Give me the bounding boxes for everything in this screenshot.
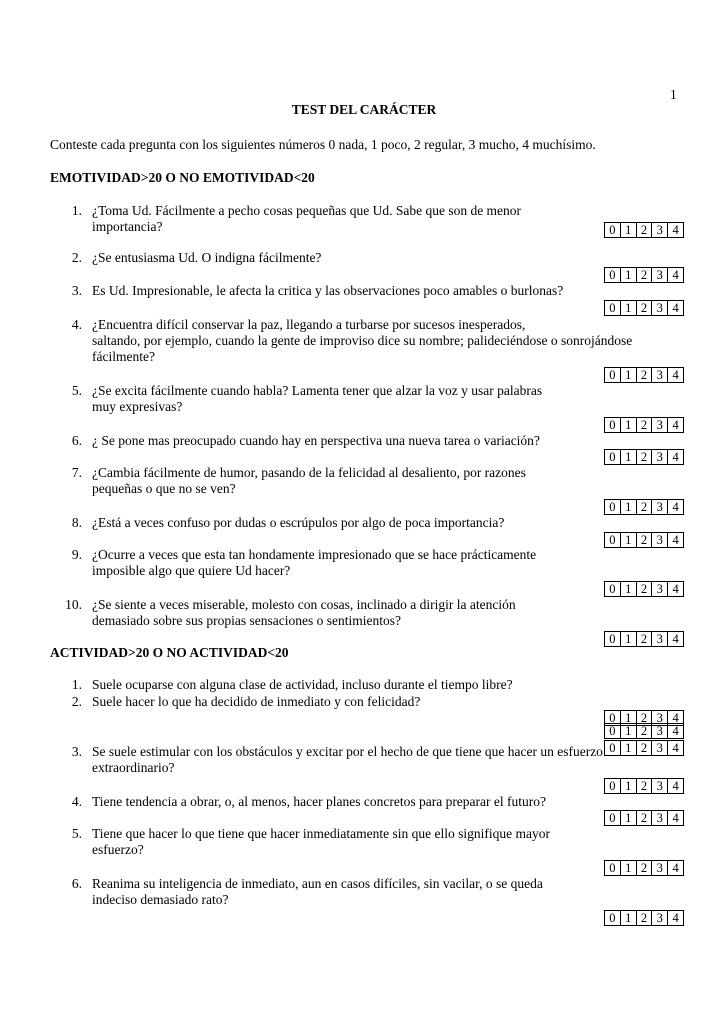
answer-scale (604, 417, 684, 433)
question-text-line: Tiene tendencia a obrar, o, al menos, hacer planes concretos para preparar el futuro? (92, 794, 547, 809)
page-title: TEST DEL CARÁCTER (291, 102, 437, 117)
answer-option-3[interactable]: 3 (651, 533, 667, 547)
answer-option-4[interactable]: 4 (667, 418, 683, 432)
answer-option-0[interactable]: 0 (609, 911, 616, 925)
answer-option-1[interactable]: 1 (620, 711, 636, 725)
question-text-line: ¿Ocurre a veces que esta tan hondamente impresionado que se hace prácticamente (92, 547, 537, 562)
question-text-line: pequeñas o que no se ven? (92, 481, 236, 496)
question-text-line: ¿Encuentra difícil conservar la paz, llegando a turbarse por sucesos inesperados, (92, 317, 526, 332)
answer-option-2[interactable]: 2 (636, 779, 652, 793)
section-heading-actividad: ACTIVIDAD>20 O NO ACTIVIDAD<20 (50, 645, 289, 660)
answer-scale (604, 499, 684, 515)
answer-option-4[interactable]: 4 (667, 301, 683, 315)
question-text-line: esfuerzo? (92, 842, 144, 857)
answer-option-2[interactable]: 2 (636, 368, 652, 382)
answer-option-1[interactable]: 1 (620, 911, 636, 925)
question-text-line: ¿Toma Ud. Fácilmente a pecho cosas pequeñas que Ud. Sabe que son de menor (92, 203, 522, 218)
answer-scale (604, 367, 684, 383)
question-number: 5. (71, 383, 82, 398)
answer-option-0[interactable]: 0 (609, 724, 616, 738)
answer-option-3[interactable]: 3 (651, 911, 667, 925)
answer-option-1[interactable]: 1 (620, 301, 636, 315)
answer-option-1[interactable]: 1 (620, 632, 636, 646)
answer-option-0[interactable]: 0 (609, 779, 616, 793)
answer-option-0[interactable]: 0 (609, 811, 616, 825)
question-text-line: importancia? (92, 219, 163, 234)
answer-option-1[interactable]: 1 (620, 450, 636, 464)
answer-option-0[interactable]: 0 (609, 368, 616, 382)
answer-option-4[interactable]: 4 (667, 368, 683, 382)
answer-option-4[interactable]: 4 (667, 533, 683, 547)
answer-option-0[interactable]: 0 (609, 450, 616, 464)
answer-option-4[interactable]: 4 (667, 582, 683, 596)
question-text-line: Reanima su inteligencia de inmediato, aun en casos difíciles, sin vacilar, o se queda (92, 876, 543, 891)
answer-scale (604, 449, 684, 465)
answer-option-3[interactable]: 3 (651, 582, 667, 596)
answer-option-3[interactable]: 3 (651, 711, 667, 725)
answer-scale (604, 300, 684, 316)
question-text-line: ¿Cambia fácilmente de humor, pasando de la felicidad al desaliento, por razones (92, 465, 526, 480)
answer-option-4[interactable]: 4 (667, 861, 683, 875)
answer-option-4[interactable]: 4 (667, 500, 683, 514)
answer-option-0[interactable]: 0 (609, 741, 616, 755)
question-text-line: imposible algo que quiere Ud hacer? (92, 563, 291, 578)
answer-option-3[interactable]: 3 (651, 632, 667, 646)
answer-option-1[interactable]: 1 (620, 268, 636, 282)
question-text-line: Es Ud. Impresionable, le afecta la critica y las observaciones poco amables o burlonas? (92, 283, 564, 298)
answer-option-4[interactable]: 4 (667, 632, 683, 646)
answer-scale (604, 267, 684, 283)
answer-option-2[interactable]: 2 (636, 811, 652, 825)
answer-option-1[interactable]: 1 (620, 223, 636, 237)
answer-scale (604, 631, 684, 647)
section-heading-emotividad: EMOTIVIDAD>20 O NO EMOTIVIDAD<20 (50, 170, 315, 185)
answer-option-4[interactable]: 4 (667, 741, 683, 755)
answer-scale (604, 740, 684, 756)
question-text-line: Suele hacer lo que ha decidido de inmediato y con felicidad? (92, 694, 421, 709)
answer-option-0[interactable]: 0 (609, 861, 616, 875)
question-number: 6. (71, 433, 82, 448)
question-text-line: Se suele estimular con los obstáculos y excitar por el hecho de que tiene que hacer un esfuerzo (92, 744, 603, 759)
question-number: 2. (71, 250, 82, 265)
answer-option-3[interactable]: 3 (651, 500, 667, 514)
question-number: 4. (71, 317, 82, 332)
answer-option-2[interactable]: 2 (636, 711, 652, 725)
answer-scale (604, 710, 684, 726)
question-text-line: saltando, por ejemplo, cuando la gente de improviso dice su nombre; palideciéndose o sonrojándose (92, 333, 633, 348)
question-number: 3. (71, 744, 82, 759)
answer-option-1[interactable]: 1 (620, 368, 636, 382)
answer-option-0[interactable]: 0 (609, 533, 616, 547)
answer-scale (604, 532, 684, 548)
answer-option-0[interactable]: 0 (609, 268, 616, 282)
answer-option-2[interactable]: 2 (636, 418, 652, 432)
question-text-line: muy expresivas? (92, 399, 183, 414)
answer-option-1[interactable]: 1 (620, 741, 636, 755)
question-text-line: Tiene que hacer lo que tiene que hacer inmediatamente sin que ello signifique mayor (92, 826, 550, 841)
answer-option-1[interactable]: 1 (620, 861, 636, 875)
answer-option-4[interactable]: 4 (667, 223, 683, 237)
question-number: 9. (71, 547, 82, 562)
answer-option-1[interactable]: 1 (620, 779, 636, 793)
answer-option-2[interactable]: 2 (636, 911, 652, 925)
question-number: 6. (71, 876, 82, 891)
answer-option-3[interactable]: 3 (651, 741, 667, 755)
answer-option-0[interactable]: 0 (609, 711, 616, 725)
question-number: 5. (71, 826, 82, 841)
answer-option-1[interactable]: 1 (620, 500, 636, 514)
question-number: 4. (71, 794, 82, 809)
answer-option-4[interactable]: 4 (667, 724, 683, 738)
question-number: 10. (65, 597, 82, 612)
answer-option-2[interactable]: 2 (636, 582, 652, 596)
answer-option-3[interactable]: 3 (651, 223, 667, 237)
answer-option-3[interactable]: 3 (651, 861, 667, 875)
answer-option-4[interactable]: 4 (667, 811, 683, 825)
answer-option-3[interactable]: 3 (651, 268, 667, 282)
answer-option-1[interactable]: 1 (620, 724, 636, 738)
answer-option-1[interactable]: 1 (620, 533, 636, 547)
page-number: 1 (670, 87, 677, 102)
answer-option-4[interactable]: 4 (667, 711, 683, 725)
answer-option-1[interactable]: 1 (620, 418, 636, 432)
answer-option-4[interactable]: 4 (667, 779, 683, 793)
answer-option-3[interactable]: 3 (651, 811, 667, 825)
answer-option-2[interactable]: 2 (636, 301, 652, 315)
question-text-line: extraordinario? (92, 760, 175, 775)
answer-option-0[interactable]: 0 (609, 582, 616, 596)
answer-option-0[interactable]: 0 (609, 632, 616, 646)
question-number: 1. (71, 203, 82, 218)
answer-option-3[interactable]: 3 (651, 368, 667, 382)
question-number: 1. (71, 677, 82, 692)
answer-option-4[interactable]: 4 (667, 268, 683, 282)
answer-option-1[interactable]: 1 (620, 582, 636, 596)
question-text-line: Suele ocuparse con alguna clase de actividad, incluso durante el tiempo libre? (92, 677, 513, 692)
question-text-line: indeciso demasiado rato? (92, 892, 229, 907)
answer-option-0[interactable]: 0 (609, 500, 616, 514)
question-text-line: fácilmente? (92, 349, 155, 364)
instructions: Conteste cada pregunta con los siguientes números 0 nada, 1 poco, 2 regular, 3 mucho, 4 muchísimo. (50, 137, 596, 152)
answer-option-3[interactable]: 3 (651, 418, 667, 432)
question-text-line: ¿Se excita fácilmente cuando habla? Lamenta tener que alzar la voz y usar palabras (92, 383, 543, 398)
answer-option-0[interactable]: 0 (609, 301, 616, 315)
answer-scale (604, 581, 684, 597)
answer-option-0[interactable]: 0 (609, 223, 616, 237)
question-number: 7. (71, 465, 82, 480)
answer-option-2[interactable]: 2 (636, 268, 652, 282)
answer-scale (604, 222, 684, 238)
answer-option-0[interactable]: 0 (609, 418, 616, 432)
answer-scale (604, 810, 684, 826)
question-text-line: ¿Se entusiasma Ud. O indigna fácilmente? (92, 250, 322, 265)
answer-option-3[interactable]: 3 (651, 724, 667, 738)
question-text-line: ¿Está a veces confuso por dudas o escrúpulos por algo de poca importancia? (92, 515, 505, 530)
answer-scale (604, 778, 684, 794)
question-text-line: demasiado sobre sus propias sensaciones o sentimientos? (92, 613, 401, 628)
question-number: 8. (71, 515, 82, 530)
answer-option-3[interactable]: 3 (651, 301, 667, 315)
answer-option-3[interactable]: 3 (651, 450, 667, 464)
answer-option-2[interactable]: 2 (636, 223, 652, 237)
answer-option-1[interactable]: 1 (620, 811, 636, 825)
question-number: 3. (71, 283, 82, 298)
answer-option-2[interactable]: 2 (636, 861, 652, 875)
answer-option-2[interactable]: 2 (636, 724, 652, 738)
answer-option-2[interactable]: 2 (636, 533, 652, 547)
answer-option-2[interactable]: 2 (636, 500, 652, 514)
answer-option-2[interactable]: 2 (636, 741, 652, 755)
answer-option-4[interactable]: 4 (667, 911, 683, 925)
question-text-line: ¿Se siente a veces miserable, molesto con cosas, inclinado a dirigir la atención (92, 597, 516, 612)
answer-scale (604, 860, 684, 876)
question-number: 2. (71, 694, 82, 709)
answer-option-2[interactable]: 2 (636, 632, 652, 646)
answer-option-4[interactable]: 4 (667, 450, 683, 464)
answer-option-2[interactable]: 2 (636, 450, 652, 464)
answer-option-3[interactable]: 3 (651, 779, 667, 793)
answer-scale (604, 910, 684, 926)
question-text-line: ¿ Se pone mas preocupado cuando hay en perspectiva una nueva tarea o variación? (92, 433, 540, 448)
